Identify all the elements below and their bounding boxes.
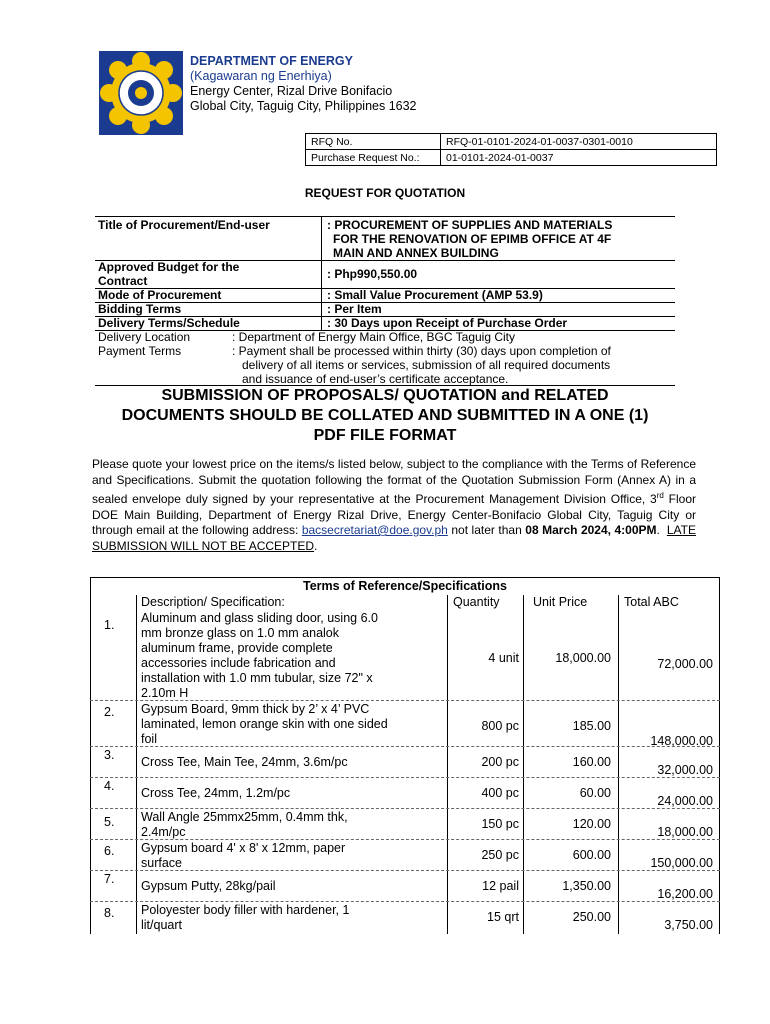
item-total-abc: 32,000.00 <box>657 763 713 777</box>
page-title: REQUEST FOR QUOTATION <box>304 186 466 200</box>
delivery-label: Delivery Terms/Schedule <box>98 316 240 330</box>
item-description-line: surface <box>141 856 182 870</box>
item-description-line: Wall Angle 25mmx25mm, 0.4mm thk, <box>141 810 348 824</box>
procurement-value-2: FOR THE RENOVATION OF EPIMB OFFICE AT 4F <box>333 232 612 246</box>
item-number: 5. <box>104 815 115 829</box>
item-number: 3. <box>104 748 115 762</box>
item-quantity: 200 pc <box>481 755 519 769</box>
item-total-abc: 148,000.00 <box>650 734 713 748</box>
address-line-1: Energy Center, Rizal Drive Bonifacio <box>190 84 393 98</box>
item-quantity: 150 pc <box>481 817 519 831</box>
item-description-line: aluminum frame, provide complete <box>141 641 333 655</box>
item-total-abc: 18,000.00 <box>657 825 713 839</box>
item-description-line: foil <box>141 732 157 746</box>
submission-line-2: DOCUMENTS SHOULD BE COLLATED AND SUBMITTED IN A ONE (1) <box>121 407 649 424</box>
budget-label-1: Approved Budget for the <box>98 260 240 274</box>
procurement-value-1: : PROCUREMENT OF SUPPLIES AND MATERIALS <box>327 218 613 232</box>
row-divider <box>90 901 720 902</box>
late-notice: LATE SUBMISSION WILL NOT BE ACCEPTED <box>92 523 696 553</box>
letterhead <box>190 54 417 114</box>
col-desc-header: Description/ Specification: <box>141 595 285 609</box>
item-quantity: 12 pail <box>482 879 519 893</box>
item-number: 1. <box>104 618 115 632</box>
payment-label: Payment Terms <box>98 344 182 358</box>
para-part-3: not later than <box>447 523 526 537</box>
item-quantity: 250 pc <box>481 848 519 862</box>
item-unit-price: 185.00 <box>572 719 611 733</box>
doe-logo <box>99 51 183 135</box>
item-quantity: 400 pc <box>481 786 519 800</box>
item-unit-price: 120.00 <box>572 817 611 831</box>
address-line-2: Global City, Taguig City, Philippines 1632 <box>190 99 417 113</box>
para-part-2: Floor DOE Main Building, Department of Energy Rizal Drive, Energy Center-Bonifacio Global City, Taguig City or through email at the following address: <box>92 492 696 537</box>
delivery-value: : 30 Days upon Receipt of Purchase Order <box>327 316 568 330</box>
para-part-5: . <box>314 538 318 553</box>
row-divider <box>90 700 720 701</box>
budget-label-2: Contract <box>98 274 148 288</box>
bidding-value: : Per Item <box>327 302 382 316</box>
mode-value: : Small Value Procurement (AMP 53.9) <box>327 288 543 302</box>
location-value: : Department of Energy Main Office, BGC Taguig City <box>232 330 516 344</box>
item-unit-price: 1,350.00 <box>562 879 611 893</box>
item-number: 4. <box>104 779 115 793</box>
row-divider <box>90 870 720 871</box>
email-link[interactable]: bacsecretariat@doe.gov.ph <box>301 523 448 537</box>
payment-value-3: and issuance of end-user’s certificate acceptance. <box>242 372 509 386</box>
item-description-line: Poloyester body filler with hardener, 1 <box>141 903 350 917</box>
para-part-1: Please quote your lowest price on the items/s listed below, subject to the compliance with the Terms of Reference and Specifications. Submit the quotation following the format of the Quotation Submission Form (Annex A) in a sealed envelope duly signed by your representative at the Procurement Management Division Office, 3 <box>92 457 696 506</box>
item-unit-price: 160.00 <box>572 755 611 769</box>
item-description-line: 2.10m H <box>141 686 189 700</box>
item-description-line: lit/quart <box>141 918 182 932</box>
row-divider <box>90 808 720 809</box>
pr-value: 01-0101-2024-01-0037 <box>441 150 717 166</box>
payment-value-1: : Payment shall be processed within thirty (30) days upon completion of <box>232 344 611 358</box>
location-label: Delivery Location <box>98 330 191 344</box>
col-unit-header: Unit Price <box>533 595 588 609</box>
submission-line-1: SUBMISSION OF PROPOSALS/ QUOTATION and RELATED <box>161 387 609 404</box>
item-total-abc: 16,200.00 <box>657 887 713 901</box>
item-quantity: 4 unit <box>488 651 519 665</box>
item-description-line: Cross Tee, 24mm, 1.2m/pc <box>141 786 291 800</box>
item-quantity: 800 pc <box>481 719 519 733</box>
item-total-abc: 24,000.00 <box>657 794 713 808</box>
item-description-line: Gypsum Putty, 28kg/pail <box>141 879 276 893</box>
submission-line-3: PDF FILE FORMAT <box>313 427 457 444</box>
item-description-line: Gypsum Board, 9mm thick by 2’ x 4’ PVC <box>141 702 370 716</box>
department-tagalog: (Kagawaran ng Enerhiya) <box>190 69 332 83</box>
bidding-label: Bidding Terms <box>98 302 182 316</box>
item-unit-price: 250.00 <box>572 910 611 924</box>
item-quantity: 15 qrt <box>487 910 519 924</box>
item-description-line: Cross Tee, Main Tee, 24mm, 3.6m/pc <box>141 755 348 769</box>
row-divider <box>90 746 720 747</box>
rfq-table <box>305 133 717 166</box>
mode-label: Mode of Procurement <box>98 288 222 302</box>
col-total-header: Total ABC <box>624 595 679 609</box>
procurement-label: Title of Procurement/End-user <box>98 218 270 232</box>
item-description-line: 2.4m/pc <box>141 825 186 839</box>
item-description-line: laminated, lemon orange skin with one sided <box>141 717 388 731</box>
item-number: 8. <box>104 906 115 920</box>
item-number: 2. <box>104 705 115 719</box>
department-name: DEPARTMENT OF ENERGY <box>190 54 353 68</box>
item-description-line: installation with 1.0 mm tubular, size 72" x <box>141 671 373 685</box>
deadline: 08 March 2024, 4:00PM <box>525 523 657 537</box>
item-description-line: mm bronze glass on 1.0 mm analok <box>141 626 340 640</box>
row-divider <box>90 777 720 778</box>
row-divider <box>90 839 720 840</box>
item-description-line: Aluminum and glass sliding door, using 6.0 <box>141 611 378 625</box>
item-number: 6. <box>104 844 115 858</box>
item-unit-price: 60.00 <box>579 786 611 800</box>
payment-value-2: delivery of all items or services, submission of all required documents <box>242 358 611 372</box>
rfq-value: RFQ-01-0101-2024-01-0037-0301-0010 <box>441 134 717 150</box>
procurement-value-3: MAIN AND ANNEX BUILDING <box>333 246 499 260</box>
item-description-line: Gypsum board 4' x 8' x 12mm, paper <box>141 841 346 855</box>
item-unit-price: 600.00 <box>572 848 611 862</box>
submission-heading <box>85 386 685 446</box>
item-description-line: accessories include fabrication and <box>141 656 336 670</box>
procurement-info <box>95 216 675 386</box>
para-sup: rd <box>656 491 664 500</box>
instructions-paragraph <box>92 457 696 554</box>
rfq-label: RFQ No. <box>306 134 441 150</box>
pr-label: Purchase Request No.: <box>306 150 441 166</box>
para-part-4: . <box>656 523 667 537</box>
item-total-abc: 72,000.00 <box>657 657 713 671</box>
item-number: 7. <box>104 872 115 886</box>
item-total-abc: 3,750.00 <box>664 918 713 932</box>
item-total-abc: 150,000.00 <box>650 856 713 870</box>
terms-title: Terms of Reference/Specifications <box>302 579 507 593</box>
col-qty-header: Quantity <box>453 595 500 609</box>
item-unit-price: 18,000.00 <box>555 651 611 665</box>
budget-value: : Php990,550.00 <box>327 267 418 281</box>
terms-table <box>90 577 720 934</box>
